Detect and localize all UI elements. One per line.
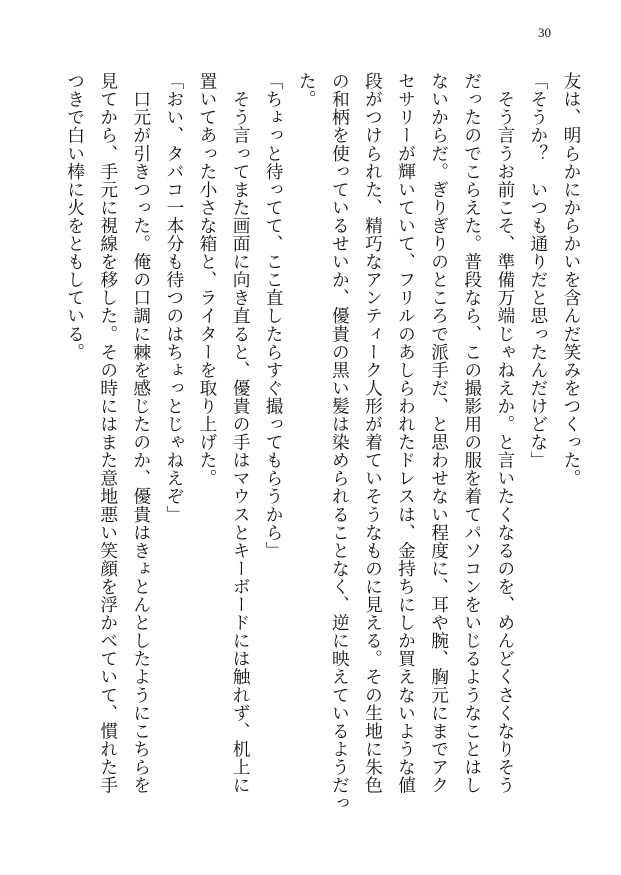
text-line: 友は、明らかにからかいを含んだ笑みをつくった。: [561, 72, 581, 488]
text-line: 「おい、タバコ一本分も待つのはちょっとじゃねえぞ」: [163, 72, 184, 524]
text-line: 「そうか？ いつも通りだと思ったんだけどな」: [527, 72, 548, 470]
text-line: ないからだ。ぎりぎりのところで派手だ、と思わせない程度に、耳や腕、胸元にまでアク: [428, 72, 449, 794]
text-line: そう言うお前こそ、準備万端じゃねえか。と言いたくなるのを、めんどくさくなりそう: [494, 72, 515, 794]
text-line: 口元が引きつった。俺の口調に棘を感じたのか、優貴はきょとんとしたようにこちらを: [130, 72, 151, 794]
vertical-text-body: [47, 72, 587, 842]
text-line: 「ちょっと待ってて、ここ直したらすぐ撮ってもらうから」: [263, 72, 284, 560]
page-number: 30: [538, 25, 551, 40]
text-line: 段がつけられた、精巧なアンティーク人形が着ていそうなものに見える。その生地に朱色: [362, 72, 383, 794]
text-line: つきで白い棒に火をともしている。: [64, 72, 85, 361]
text-line: の和柄を使っているせいか、優貴の黒い髪は染められることなく、逆に映えているようだっ: [329, 72, 350, 813]
text-line: だったのでこらえた。普段なら、この撮影用の服を着てパソコンをいじるようなことはし: [461, 72, 482, 794]
text-line: 見てから、手元に視線を移した。その時にはまた意地悪い笑顔を浮かべていて、慣れた手: [97, 72, 118, 794]
text-line: た。: [296, 72, 317, 109]
text-line: 置いてあった小さな箱と、ライターを取り上げた。: [196, 72, 217, 488]
text-line: そう言ってまた画面に向き直ると、優貴の手はマウスとキーボードには触れず、机上に: [230, 72, 251, 794]
text-line: セサリーが輝いていて、フリルのあしらわれたドレスは、金持ちにしか買えないような値: [395, 72, 416, 794]
